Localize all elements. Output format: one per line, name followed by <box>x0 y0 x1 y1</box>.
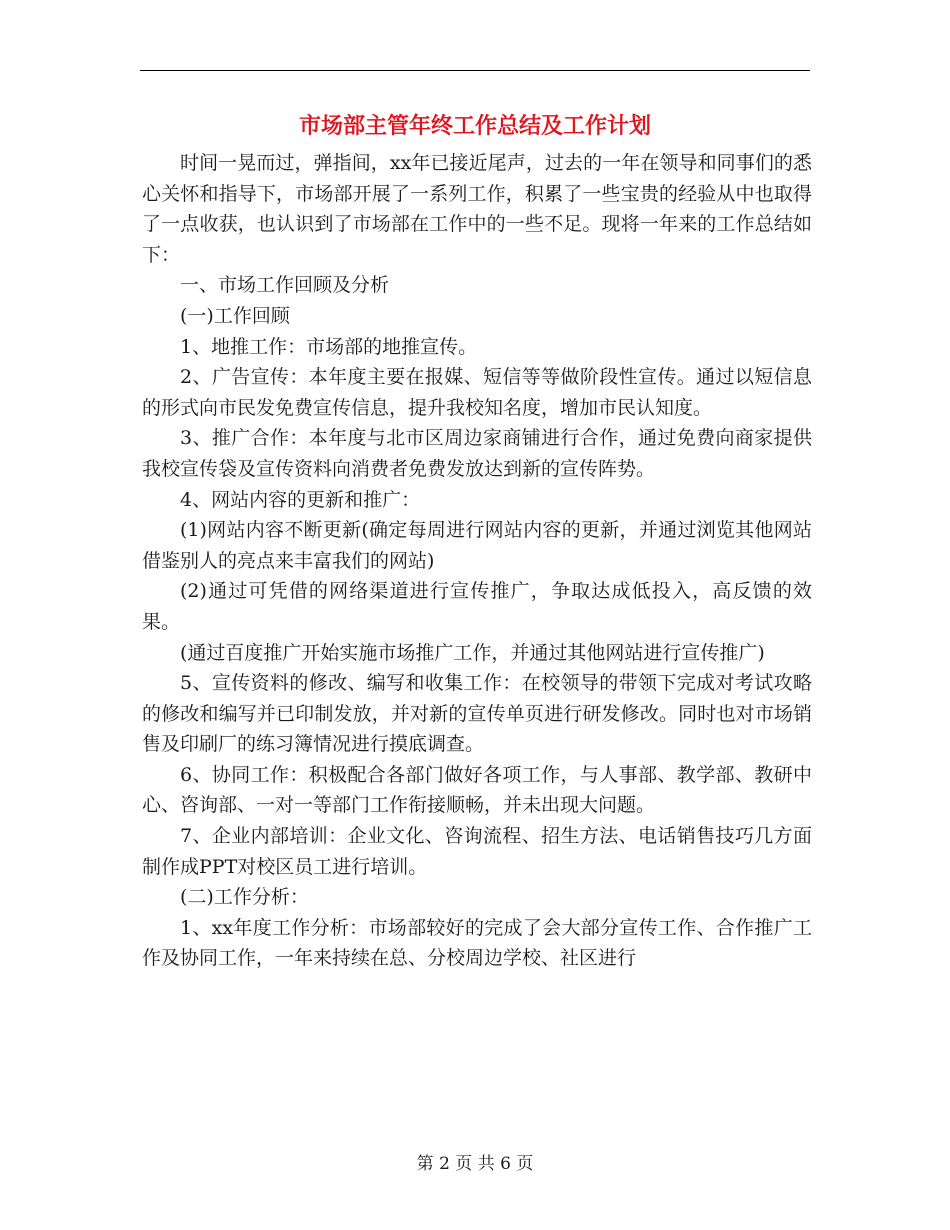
subsection-heading-2: (二)工作分析： <box>180 886 309 909</box>
document-body <box>142 148 812 974</box>
paragraph-analysis-1: 1、xx年度工作分析：市场部较好的完成了会大部分宣传工作、合作推广工作及协同工作，一年来持续在总、分校周边学校、社区进行 <box>142 916 812 970</box>
section-heading-1: 一、市场工作回顾及分析 <box>180 274 390 297</box>
paragraph-item-4-note: (通过百度推广开始实施市场推广工作，并通过其他网站进行宣传推广) <box>180 641 765 664</box>
paragraph-item-4-1: (1)网站内容不断更新(确定每周进行网站内容的更新，并通过浏览其他网站借鉴别人的亮点来丰富我们的网站) <box>142 519 812 572</box>
paragraph-item-7: 7、企业内部培训：企业文化、咨询流程、招生方法、电话销售技巧几方面制作成PPT对校区员工进行培训。 <box>142 825 812 878</box>
paragraph-item-3: 3、推广合作：本年度与北市区周边家商铺进行合作，通过免费向商家提供我校宣传袋及宣传资料向消费者免费发放达到新的宣传阵势。 <box>142 427 812 480</box>
document-title: 市场部主管年终工作总结及工作计划 <box>298 113 651 139</box>
paragraph-item-4: 4、网站内容的更新和推广： <box>180 488 421 511</box>
paragraph-item-2: 2、广告宣传：本年度主要在报媒、短信等等做阶段性宣传。通过以短信息的形式向市民发免费宣传信息，提升我校知名度，增加市民认知度。 <box>142 366 812 419</box>
subsection-heading-1: (一)工作回顾 <box>180 304 290 327</box>
paragraph-item-5: 5、宣传资料的修改、编写和收集工作：在校领导的带领下完成对考试攻略的修改和编写并已印制发放，并对新的宣传单页进行研发修改。同时也对市场销售及印刷厂的练习簿情况进行摸底调查。 <box>142 672 812 756</box>
header-rule <box>140 70 810 71</box>
paragraph-item-1: 1、地推工作：市场部的地推宣传。 <box>180 335 478 358</box>
paragraph-item-4-2: (2)通过可凭借的网络渠道进行宣传推广，争取达成低投入，高反馈的效果。 <box>142 580 812 633</box>
paragraph-intro: 时间一晃而过，弹指间，xx年已接近尾声，过去的一年在领导和同事们的悉心关怀和指导下，市场部开展了一系列工作，积累了一些宝贵的经验从中也取得了一点收获，也认识到了市场部在工作中的一些不足。现将一年来的工作总结如下： <box>142 152 812 266</box>
page-number-footer: 第 2 页 共 6 页 <box>416 1154 534 1174</box>
paragraph-item-6: 6、协同工作：积极配合各部门做好各项工作，与人事部、教学部、教研中心、咨询部、一对一等部门工作衔接顺畅，并未出现大问题。 <box>142 763 812 817</box>
